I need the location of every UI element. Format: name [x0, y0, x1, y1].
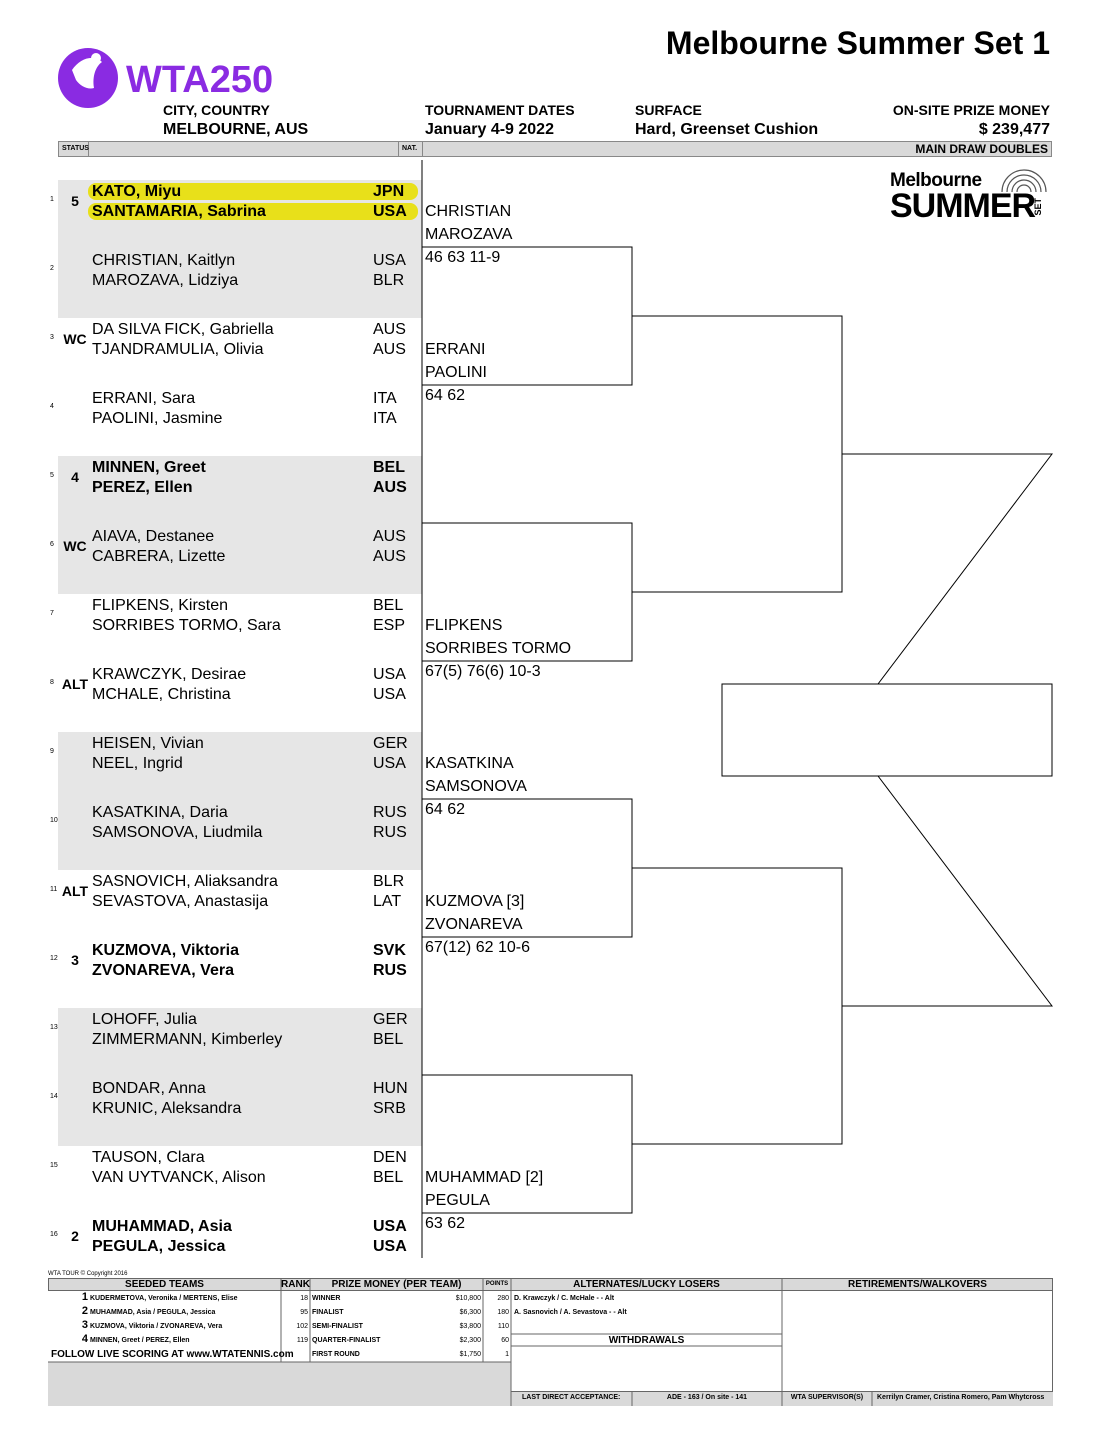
player-name: SANTAMARIA, Sabrina: [92, 203, 266, 220]
withdrawals-header: WITHDRAWALS: [608, 1335, 685, 1346]
seed-status: WC: [63, 331, 87, 347]
player-nationality: AUS: [373, 341, 406, 358]
player-nationality: ESP: [373, 617, 406, 634]
seed-status: WC: [63, 538, 87, 554]
draw-number: 4: [50, 403, 54, 410]
player-nationality: USA: [373, 686, 406, 703]
draw-number: 15: [50, 1162, 58, 1169]
player-name: SAMSONOVA, Liudmila: [92, 824, 263, 841]
player-nationality: USA: [373, 252, 406, 269]
alternate-team: D. Krawczyk / C. McHale - - Alt: [514, 1295, 615, 1302]
city-label: CITY, COUNTRY: [163, 102, 270, 118]
player-nationality: SRB: [373, 1100, 406, 1117]
player-name: FLIPKENS, Kirsten: [92, 597, 229, 614]
seed-rank: 102: [296, 1323, 308, 1330]
supervisor-value: Kerrilyn Cramer, Cristina Romero, Pam Whytcross: [877, 1394, 1045, 1401]
prize-money: $3,800: [459, 1323, 481, 1330]
prize-money: $6,300: [459, 1309, 481, 1316]
round2-score: 64 62: [425, 387, 466, 404]
seed-rank: 95: [300, 1309, 308, 1316]
prize-points: 280: [497, 1295, 509, 1302]
player-name: MINNEN, Greet: [92, 459, 206, 476]
draw-number: 6: [50, 541, 54, 548]
round2-winner: MAROZAVA: [425, 226, 513, 243]
round2-winner: CHRISTIAN: [425, 203, 512, 220]
prize-money-header: PRIZE MONEY (PER TEAM): [331, 1279, 462, 1290]
alternates-header: ALTERNATES/LUCKY LOSERS: [573, 1279, 720, 1290]
player-name: CABRERA, Lizette: [92, 548, 226, 565]
prize-round: SEMI-FINALIST: [312, 1323, 363, 1330]
player-name: TJANDRAMULIA, Olivia: [92, 341, 264, 358]
status-column-header: STATUS: [59, 142, 89, 156]
lda-value: ADE - 163 / On site - 141: [666, 1394, 748, 1401]
draw-number: 7: [50, 610, 54, 617]
prize-money: $2,300: [459, 1337, 481, 1344]
event-logo-bottom: SUMMER: [890, 187, 1036, 225]
player-name: KATO, Miyu: [92, 183, 182, 200]
player-name: TAUSON, Clara: [92, 1149, 205, 1166]
player-nationality: BLR: [373, 873, 405, 890]
prize-label: ON-SITE PRIZE MONEY: [892, 102, 1050, 118]
player-name: KASATKINA, Daria: [92, 804, 228, 821]
player-nationality: GER: [373, 735, 408, 752]
player-nationality: SVK: [373, 942, 406, 959]
round2-score: 64 62: [425, 801, 466, 818]
player-name: CHRISTIAN, Kaitlyn: [92, 252, 236, 269]
seeded-team: MUHAMMAD, Asia / PEGULA, Jessica: [90, 1309, 216, 1316]
draw-number: 5: [50, 472, 54, 479]
seeded-team: KUZMOVA, Viktoria / ZVONAREVA, Vera: [90, 1323, 223, 1330]
player-nationality: BEL: [373, 1169, 404, 1186]
wta250-logo-text: WTA250: [126, 59, 274, 101]
player-nationality: USA: [373, 203, 407, 220]
player-nationality: BLR: [373, 272, 405, 289]
seed-number: 3: [81, 1319, 88, 1331]
seed-rank: 18: [300, 1295, 308, 1302]
points-header: POINTS: [485, 1281, 509, 1287]
player-name: MAROZAVA, Lidziya: [92, 272, 239, 289]
player-nationality: USA: [373, 1218, 407, 1235]
prize-round: FIRST ROUND: [312, 1351, 360, 1358]
supervisor-label: WTA SUPERVISOR(S): [790, 1394, 864, 1401]
player-name: AIAVA, Destanee: [92, 528, 215, 545]
player-nationality: LAT: [373, 893, 402, 910]
seed-status: 3: [71, 952, 79, 968]
player-nationality: BEL: [373, 597, 404, 614]
round2-winner: PAOLINI: [425, 364, 487, 381]
player-name: BONDAR, Anna: [92, 1080, 206, 1097]
draw-number: 3: [50, 334, 54, 341]
round2-winner: SORRIBES TORMO: [425, 640, 572, 657]
draw-number: 9: [50, 748, 54, 755]
tournament-title: Melbourne Summer Set 1: [665, 25, 1050, 61]
seed-number: 1: [81, 1291, 88, 1303]
prize-round: QUARTER-FINALIST: [312, 1337, 381, 1344]
player-nationality: RUS: [373, 824, 407, 841]
round2-winner: ZVONAREVA: [425, 916, 523, 933]
player-nationality: USA: [373, 1238, 407, 1255]
player-name: VAN UYTVANCK, Alison: [92, 1169, 266, 1186]
round2-winner: KUZMOVA [3]: [425, 893, 525, 910]
round2-winner: PEGULA: [425, 1192, 490, 1209]
surface-value: Hard, Greenset Cushion: [635, 121, 819, 138]
player-nationality: AUS: [373, 528, 406, 545]
draw-number: 2: [50, 265, 54, 272]
prize-points: 110: [497, 1323, 509, 1330]
dates-label: TOURNAMENT DATES: [425, 102, 575, 118]
event-logo-side: SET: [1033, 198, 1043, 216]
player-name: PAOLINI, Jasmine: [92, 410, 223, 427]
seeded-team: KUDERMETOVA, Veronika / MERTENS, Elise: [90, 1295, 238, 1302]
player-nationality: BEL: [373, 1031, 404, 1048]
player-name: ERRANI, Sara: [92, 390, 196, 407]
player-nationality: RUS: [373, 804, 407, 821]
player-name: ZIMMERMANN, Kimberley: [92, 1031, 283, 1048]
player-name: HEISEN, Vivian: [92, 735, 204, 752]
player-nationality: DEN: [373, 1149, 407, 1166]
player-name: DA SILVA FICK, Gabriella: [92, 321, 274, 338]
prize-points: 60: [501, 1337, 509, 1344]
player-nationality: GER: [373, 1011, 408, 1028]
seeded-teams-header: SEEDED TEAMS: [125, 1279, 204, 1290]
seed-status: 4: [71, 469, 79, 485]
player-name: KRUNIC, Aleksandra: [92, 1100, 242, 1117]
player-name: PEGULA, Jessica: [92, 1238, 226, 1255]
lda-label: LAST DIRECT ACCEPTANCE:: [522, 1394, 621, 1401]
prize-round: FINALIST: [312, 1309, 344, 1316]
seed-number: 2: [81, 1305, 88, 1317]
player-nationality: AUS: [373, 321, 406, 338]
round2-winner: MUHAMMAD [2]: [425, 1169, 544, 1186]
player-name: MCHALE, Christina: [92, 686, 231, 703]
draw-number: 10: [50, 817, 58, 824]
nat-column-header: NAT.: [399, 142, 423, 156]
round2-score: 67(12) 62 10-6: [425, 939, 530, 956]
prize-money: $10,800: [455, 1295, 481, 1302]
alternate-team: A. Sasnovich / A. Sevastova - - Alt: [514, 1309, 627, 1316]
prize-money: $1,750: [459, 1351, 481, 1358]
prize-value: $ 239,477: [978, 121, 1050, 138]
seed-status: 2: [71, 1228, 79, 1244]
copyright: WTA TOUR © Copyright 2016: [48, 1271, 128, 1277]
player-nationality: HUN: [373, 1080, 408, 1097]
round2-winner: SAMSONOVA: [425, 778, 527, 795]
prize-round: WINNER: [312, 1295, 341, 1302]
draw-number: 11: [50, 886, 58, 893]
round2-winner: KASATKINA: [425, 755, 514, 772]
retirements-header: RETIREMENTS/WALKOVERS: [848, 1279, 987, 1290]
round2-winner: ERRANI: [425, 341, 486, 358]
player-nationality: ITA: [373, 390, 397, 407]
event-logo-top: Melbourne: [890, 170, 982, 191]
round2-winner: FLIPKENS: [425, 617, 503, 634]
player-name: KUZMOVA, Viktoria: [92, 942, 239, 959]
player-nationality: USA: [373, 755, 406, 772]
player-name: SEVASTOVA, Anastasija: [92, 893, 269, 910]
player-nationality: ITA: [373, 410, 397, 427]
player-name: MUHAMMAD, Asia: [92, 1218, 232, 1235]
draw-number: 13: [50, 1024, 58, 1031]
round2-score: 46 63 11-9: [425, 249, 501, 266]
draw-type: MAIN DRAW DOUBLES: [915, 142, 1048, 156]
player-name: KRAWCZYK, Desirae: [92, 666, 247, 683]
draw-number: 8: [50, 679, 54, 686]
rank-header: RANK: [281, 1279, 310, 1290]
player-name: LOHOFF, Julia: [92, 1011, 197, 1028]
surface-label: SURFACE: [635, 102, 702, 118]
player-nationality: BEL: [373, 459, 405, 476]
seed-rank: 119: [296, 1337, 308, 1344]
seed-status: 5: [71, 193, 79, 209]
player-name: NEEL, Ingrid: [92, 755, 183, 772]
draw-number: 14: [50, 1093, 58, 1100]
player-name: SASNOVICH, Aliaksandra: [92, 873, 278, 890]
draw-number: 1: [50, 196, 54, 203]
player-name: ZVONAREVA, Vera: [92, 962, 234, 979]
round2-score: 67(5) 76(6) 10-3: [425, 663, 541, 680]
prize-points: 180: [497, 1309, 509, 1316]
dates-value: January 4-9 2022: [425, 121, 554, 138]
player-name: SORRIBES TORMO, Sara: [92, 617, 281, 634]
draw-number: 16: [50, 1231, 58, 1238]
player-nationality: AUS: [373, 548, 406, 565]
player-nationality: USA: [373, 666, 406, 683]
city-value: MELBOURNE, AUS: [163, 121, 309, 138]
seed-status: ALT: [61, 676, 89, 692]
player-nationality: JPN: [373, 183, 405, 200]
seed-status: ALT: [61, 883, 89, 899]
live-scoring-link[interactable]: FOLLOW LIVE SCORING AT www.WTATENNIS.com: [51, 1349, 294, 1360]
prize-points: 1: [505, 1351, 509, 1358]
player-nationality: RUS: [373, 962, 407, 979]
player-name: PEREZ, Ellen: [92, 479, 193, 496]
draw-number: 12: [50, 955, 58, 962]
seeded-team: MINNEN, Greet / PEREZ, Ellen: [90, 1337, 190, 1344]
player-nationality: AUS: [373, 479, 407, 496]
seed-number: 4: [81, 1333, 88, 1345]
round2-score: 63 62: [425, 1215, 466, 1232]
